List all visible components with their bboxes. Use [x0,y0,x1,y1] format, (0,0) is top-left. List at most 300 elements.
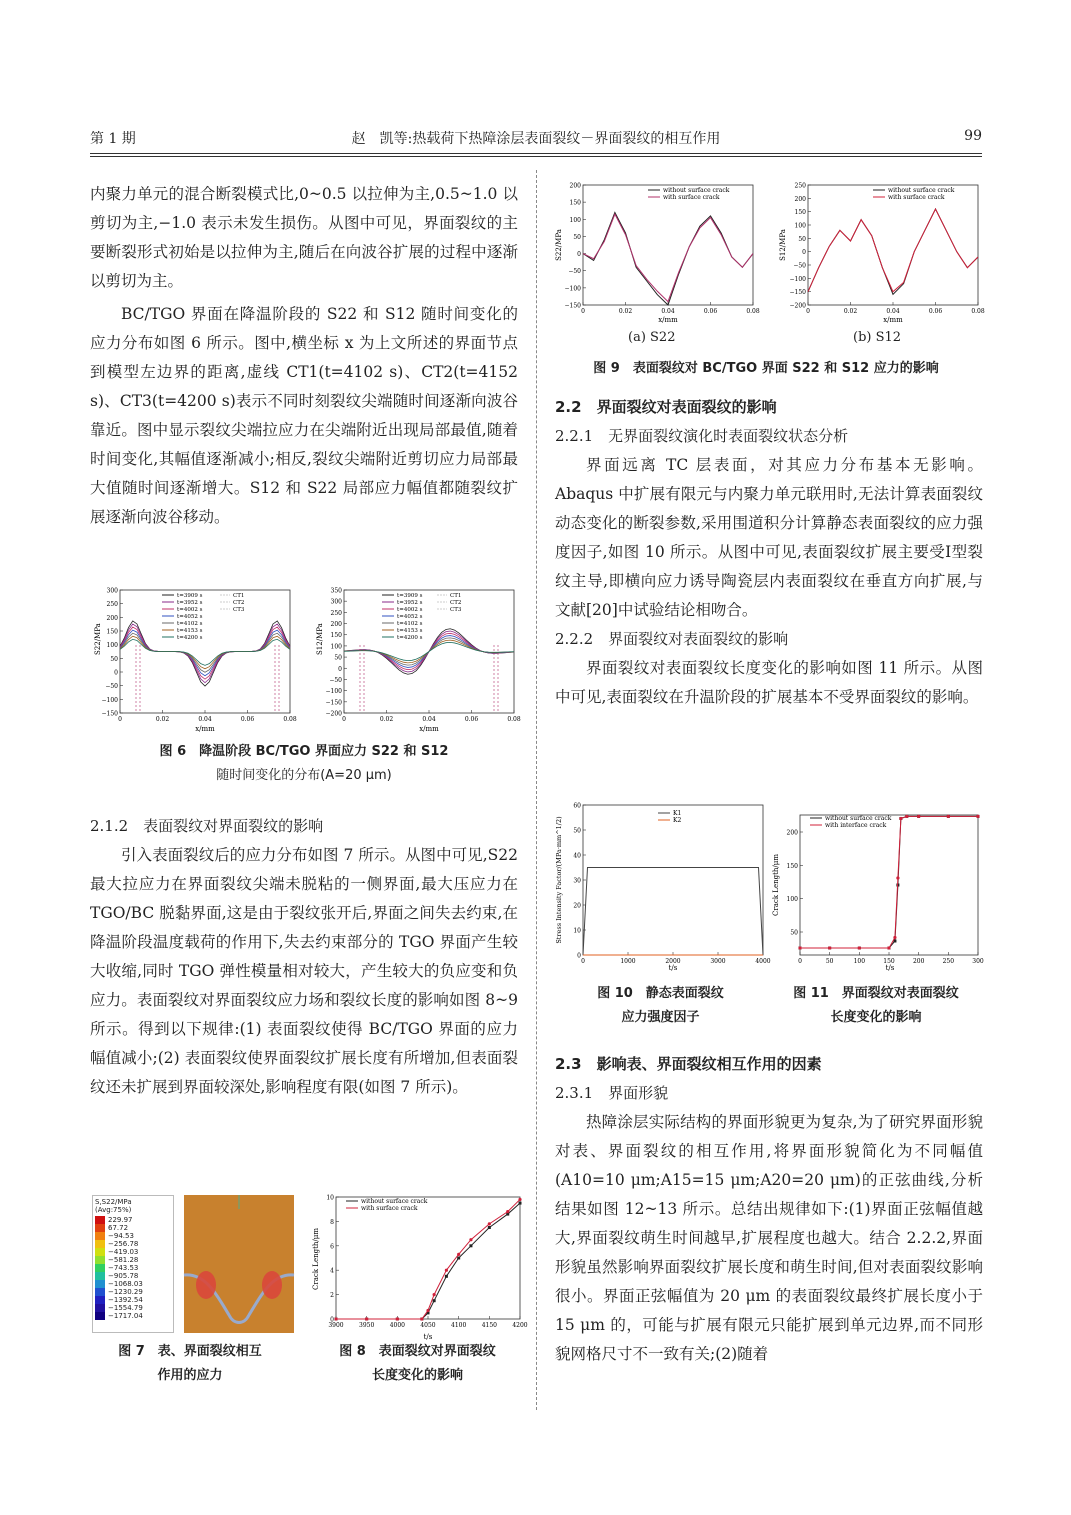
y-tick-label: 30 [573,877,581,885]
section-heading-2-2-1: 2.2.1 无界面裂纹演化时表面裂纹状态分析 [555,427,849,445]
axes-frame [336,1197,520,1319]
data-point [457,1253,460,1256]
y-tick-label: −150 [101,710,118,718]
legend-label: with interface crack [825,822,887,829]
legend-label: CT2 [450,600,462,606]
y-tick-label: 2 [330,1292,334,1300]
y-tick-label: 100 [330,643,342,651]
color-swatch [95,1248,105,1256]
series-line [120,636,290,669]
color-swatch [95,1240,105,1248]
series-line [800,816,978,948]
y-tick-label: 10 [573,927,581,935]
series-line [344,642,514,660]
series-lines [808,209,978,294]
data-point [917,815,920,818]
y-axis-label: Crack Length/μm [312,1228,320,1290]
paragraph: BC/TGO 界面在降温阶段的 S22 和 S12 随时间变化的应力分布如图 6 所示。图中,横坐标 x 为上文所述的界面节点到模型左边界的距离,虚线 CT1(t=4102 s)、CT2(t=4152 s)、CT3(t=4200 s)表示不同时刻裂纹尖端随时间逐渐向波谷靠近。图中显示裂纹尖端拉应力在尖端附近出现局部最值,随着时间变化,其幅值逐渐减小;相反,裂纹尖端附近剪切应力局部最大值随时间逐渐增大。S12 和 S22 局部应力幅值都随裂纹扩展逐渐向波谷移动。 [90,305,518,526]
figure-11 [770,810,982,972]
legend-label: K2 [673,817,682,824]
data-point [905,815,908,818]
data-point [396,1317,399,1320]
y-tick-label: 150 [794,209,806,217]
x-tick-label: 0.04 [661,308,675,315]
x-axis-label: x/mm [883,316,903,324]
legend [810,815,892,829]
legend-label: K1 [673,810,682,817]
x-tick-label: 3950 [359,1322,375,1329]
color-swatch [95,1296,105,1304]
color-swatch [95,1288,105,1296]
color-swatch [95,1280,105,1288]
legend-label: CT2 [233,600,245,606]
color-scale-row [95,1264,171,1272]
color-scale-row [95,1240,171,1248]
caption-line: 长度变化的影响 [371,1368,463,1383]
fig9-panel-b [779,183,985,325]
legend [648,187,730,201]
legend-label: without surface crack [825,815,892,822]
section-heading-2-2-2: 2.2.2 界面裂纹对表面裂纹的影响 [555,630,789,648]
color-swatch [95,1232,105,1240]
y-tick-label: 200 [786,829,798,837]
y-tick-label: −150 [325,699,342,707]
x-tick-label: 0.06 [240,716,255,723]
x-tick-label: 0.04 [886,308,900,315]
x-tick-label: 1000 [620,958,636,965]
legend-label: t=4153 s [397,628,423,634]
x-axis-label: t/s [885,964,895,972]
data-point [858,946,861,949]
left-column-top [90,180,518,532]
series-lines [583,212,753,305]
series-lines [334,1198,521,1321]
color-swatch [95,1256,105,1264]
axes-frame [583,805,763,955]
x-tick-label: 0.08 [971,308,985,315]
y-tick-label: 250 [330,609,342,617]
stress-lobe [196,1271,216,1299]
caption-line: 作用的应力 [157,1368,223,1383]
data-point [519,1202,522,1205]
data-point [899,817,902,820]
y-tick-label: −100 [564,285,581,293]
x-tick-label: 3000 [710,958,726,965]
color-scale-value: −905.78 [108,1272,139,1280]
y-tick-label: 150 [330,632,342,640]
x-axis-label: t/s [668,964,678,972]
header-rule [90,153,982,154]
data-point [365,1317,368,1320]
x-tick-label: 0.02 [155,716,170,723]
legend-label: t=4200 s [397,635,423,641]
axes-frame [800,815,978,955]
x-axis-label: t/s [423,1333,433,1341]
color-scale [95,1216,171,1320]
paragraph: 引入表面裂纹后的应力分布如图 7 所示。从图中可见,S22 最大拉应力在界面裂纹尖端未脱粘的一侧界面,最大压应力在 TGO/BC 脱黏界面,这是由于裂纹张开后,界面之间失去约束,在降温阶段温度载荷的作用下,失去约束部分的 TGO 界面产生较大收缩,同时 TGO 弹性模量相对较大，产生较大的负应变和负应力。表面裂纹对界面裂纹应力场和裂纹长度的影响如图 8~9 所示。得到以下规律:(1) 表面裂纹使得 BC/TGO 界面的应力幅值减小;(2) 表面裂纹使界面裂纹扩展长度有所增加,但表面裂纹还未扩展到界面较深处,影响程度有限(如图 7 所示)。 [90,846,518,1096]
data-point [445,1275,448,1278]
y-tick-label: 0 [114,669,118,677]
figure-7-caption [90,1340,290,1388]
subcaption-a: (a) S22 [628,330,676,345]
x-tick-label: 0.06 [703,308,718,315]
legend-label: CT1 [450,593,462,599]
legend-label: with surface crack [888,194,945,201]
paragraph: 热障涂层实际结构的界面形貌更为复杂,为了研究界面形貌对表、界面裂纹的相互作用,将界面形貌简化为不同幅值(A10=10 μm;A15=15 μm;A20=20 μm)的正弦曲线,分析结果如图 12~13 所示。总结出规律如下:(1)界面正弦幅值越大,界面裂纹萌生时间越早,扩展程度也越大。结合 2.2.2,界面形貌虽然影响界面裂纹扩展长度和萌生时间,但对表面裂纹影响很小。界面正弦幅值为 20 μm 的表面裂纹最终扩展长度小于 15 μm 的，可能与扩展有限元只能扩展到单元边界,而不同形貌网格尺寸不一致有关;(2)随着 [555,1113,983,1363]
color-scale-value: −1717.04 [108,1312,143,1320]
legend-label: without surface crack [361,1198,428,1205]
x-tick-label: 50 [825,958,834,965]
x-tick-label: 0.08 [746,308,760,315]
legend-label: t=4102 s [177,621,203,627]
y-tick-label: −50 [329,676,342,684]
paragraph: 界面裂纹对表面裂纹长度变化的影响如图 11 所示。从图中可见,表面裂纹在升温阶段的扩展基本不受界面裂纹的影响。 [555,659,983,706]
y-axis-label: S22/MPa [555,229,563,261]
color-scale-value: −1554.79 [108,1304,143,1312]
x-tick-label: 4150 [481,1322,497,1329]
series-line [800,816,978,948]
axes-frame [808,185,978,305]
legend-title: S,S22/MPa [95,1198,132,1206]
x-tick-label: 4100 [451,1322,467,1329]
right-column-top [555,393,983,712]
color-scale-value: −256.78 [108,1240,139,1248]
x-tick-label: 0.04 [198,716,212,723]
section-heading-2-3: 2.3 影响表、界面裂纹相互作用的因素 [555,1055,822,1073]
legend [873,187,955,201]
series-lines [583,868,763,956]
color-scale-row [95,1280,171,1288]
data-point [887,946,890,949]
section-heading-2-3-1: 2.3.1 界面形貌 [555,1084,669,1102]
data-point [445,1269,448,1272]
y-tick-label: 100 [106,642,118,650]
data-point [947,815,950,818]
caption-line: 图 11 界面裂纹对表面裂纹 [793,986,959,1001]
series-line [120,624,290,683]
y-tick-label: −150 [789,289,806,297]
x-tick-label: 0 [118,716,122,723]
legend-label: t=4102 s [397,621,423,627]
subcaption-b: (b) S12 [853,330,902,345]
x-tick-label: 0 [342,716,346,723]
caption-line: 图 7 表、界面裂纹相互 [118,1344,262,1359]
x-ticks [118,710,297,723]
x-tick-label: 4050 [420,1322,436,1329]
contour-plot [184,1195,294,1333]
figure-8-caption [310,1340,525,1388]
legend-label: with surface crack [361,1205,418,1212]
section-heading-2-1-2: 2.1.2 表面裂纹对界面裂纹的影响 [90,817,324,835]
data-point [828,946,831,949]
color-swatch [95,1216,105,1224]
series-line [583,868,763,956]
legend-subtitle: (Avg:75%) [95,1206,132,1214]
y-tick-label: 100 [569,216,581,224]
y-axis-label: S22/MPa [94,623,102,655]
data-point [896,876,899,879]
series-line [120,621,290,686]
caption-line: 长度变化的影响 [830,1010,922,1025]
caption-line: 随时间变化的分布(A=20 μm) [216,768,392,783]
x-tick-label: 4000 [389,1322,405,1329]
series-line [808,209,978,292]
y-tick-label: 200 [794,195,806,203]
color-scale-value: −94.53 [108,1232,134,1240]
data-point [433,1299,436,1302]
x-ticks [342,710,521,723]
legend-label: t=3909 s [177,593,203,599]
figure-11-caption [770,982,982,1030]
legend-label: t=4002 s [177,607,203,613]
x-tick-label: 4200 [512,1322,528,1329]
legend-label: without surface crack [663,187,730,194]
color-swatch [95,1304,105,1312]
caption-line: 图 10 静态表面裂纹 [597,986,724,1001]
y-tick-label: 200 [569,182,581,190]
series-line [336,1203,520,1319]
y-axis-label: Crack Length/μm [772,854,780,916]
figure-8 [310,1193,528,1341]
page-number: 99 [964,128,982,144]
figure-9-caption: 图 9 表面裂纹对 BC/TGO 界面 S22 和 S12 应力的影响 [593,361,939,376]
x-tick-label: 200 [912,958,925,965]
y-axis-label: S12/MPa [316,623,324,655]
data-point [798,946,801,949]
y-ticks [787,830,803,937]
color-scale-row [95,1248,171,1256]
legend [658,810,681,824]
legend [162,593,245,641]
paragraph: 内聚力单元的混合断裂模式比,0~0.5 以拉伸为主,0.5~1.0 以剪切为主,−1.0 表示未发生损伤。从图中可见，界面裂纹的主要断裂形式初始是以拉伸为主,随后在向波谷扩展的过程中逐渐以剪切为主。 [90,185,518,290]
color-scale-value: −1068.03 [108,1280,143,1288]
color-scale-value: −1230.29 [108,1288,143,1296]
x-tick-label: 0.06 [464,716,479,723]
data-point [469,1238,472,1241]
color-scale-value: −581.28 [108,1256,139,1264]
header-rule-thin [90,156,982,157]
x-tick-label: 3900 [328,1322,344,1329]
x-axis-label: x/mm [195,725,215,733]
section-heading-2-2: 2.2 界面裂纹对表面裂纹的影响 [555,398,777,416]
figure-7 [92,1195,296,1335]
legend-label: t=4002 s [397,607,423,613]
caption-line: 图 6 降温阶段 BC/TGO 界面应力 S22 和 S12 [159,744,449,759]
y-tick-label: 6 [330,1243,334,1251]
legend-label: t=4200 s [177,635,203,641]
color-scale-value: −1392.54 [108,1296,143,1304]
y-tick-label: 4 [330,1267,334,1275]
figure-10-caption [553,982,768,1030]
y-tick-label: 250 [794,182,806,190]
color-swatch [95,1264,105,1272]
y-tick-label: 50 [798,235,806,243]
color-scale-row [95,1232,171,1240]
data-point [488,1222,491,1225]
y-tick-label: 50 [573,233,581,241]
y-tick-label: 10 [326,1194,334,1202]
y-tick-label: −50 [105,683,118,691]
y-tick-label: 0 [577,251,581,259]
x-tick-label: 0.02 [618,308,633,315]
legend-label: t=3952 s [397,600,423,606]
legend-label: with surface crack [663,194,720,201]
data-point [488,1226,491,1229]
y-tick-label: 100 [786,896,798,904]
x-tick-label: 2000 [665,958,681,965]
series-lines [798,815,979,950]
color-scale-value: −419.03 [108,1248,139,1256]
data-point [518,1198,521,1201]
column-divider [536,170,537,1410]
series-line [120,633,290,672]
data-point [469,1244,472,1247]
fig6-panel-a [94,588,297,734]
data-point [433,1293,436,1296]
legend-label: t=4153 s [177,628,203,634]
x-ticks [581,302,760,315]
axes-frame [120,590,290,713]
left-column-bottom [90,812,518,1102]
x-tick-label: 0.08 [507,716,521,723]
series-line [583,212,753,305]
y-tick-label: −200 [789,302,806,310]
right-column-bottom [555,1050,983,1369]
stress-field [184,1195,294,1333]
x-tick-label: 0 [798,958,802,965]
x-tick-label: 4000 [755,958,771,965]
y-tick-label: 0 [577,952,581,960]
fig6-panel-b [316,588,521,734]
color-swatch [95,1224,105,1232]
color-swatch [95,1312,105,1320]
running-title: 赵 凯等:热载荷下热障涂层表面裂纹－界面裂纹的相互作用 [351,131,721,147]
color-scale-value: 67.72 [108,1224,129,1232]
y-tick-label: 200 [330,621,342,629]
y-tick-label: 0 [802,249,806,257]
color-scale-value: −743.53 [108,1264,139,1272]
y-tick-label: 20 [573,902,581,910]
legend-label: CT3 [233,607,245,613]
caption-line: 应力强度因子 [621,1010,700,1025]
x-axis-label: x/mm [419,725,439,733]
legend [346,1198,428,1212]
fig9-panel-a [555,183,760,325]
x-ticks [328,1316,527,1329]
y-tick-label: 300 [106,587,118,595]
y-tick-label: 8 [330,1218,334,1226]
y-tick-label: 300 [330,598,342,606]
y-tick-label: 0 [338,665,342,673]
figure-9 [553,180,983,330]
legend-label: t=4052 s [397,614,423,620]
y-tick-label: −100 [325,688,342,696]
x-tick-label: 250 [942,958,955,965]
color-scale-value: 229.97 [108,1216,133,1224]
y-tick-label: −100 [101,696,118,704]
data-point [420,1317,423,1320]
y-tick-label: 150 [106,628,118,636]
x-tick-label: 100 [853,958,866,965]
legend [382,593,462,641]
x-tick-label: 300 [972,958,984,965]
series-line [120,627,290,679]
series-line [808,209,978,294]
color-scale-row [95,1256,171,1264]
stress-lobe [262,1271,282,1299]
figure-6 [92,585,522,735]
x-axis-label: x/mm [658,316,678,324]
x-tick-label: 0 [806,308,810,315]
y-tick-label: 50 [790,929,798,937]
series-line [336,1199,520,1319]
data-point [506,1210,509,1213]
y-tick-label: 350 [330,587,342,595]
y-tick-label: 50 [110,655,118,663]
y-tick-label: 250 [106,601,118,609]
x-ticks [806,302,985,315]
y-tick-label: 50 [334,654,342,662]
color-scale-row [95,1312,171,1320]
color-scale-row [95,1296,171,1304]
paragraph: 界面远离 TC 层表面，对其应力分布基本无影响。Abaqus 中扩展有限元与内聚力单元联用时,无法计算表面裂纹动态变化的断裂参数,采用围道积分计算静态表面裂纹的应力强度因子,如图 10 所示。从图中可见,表面裂纹扩展主要受Ⅰ型裂纹主导,即横向应力诱导陶瓷层内表面裂纹在垂直方向扩展,与文献[20]中试验结论相吻合。 [555,456,983,619]
y-tick-label: 100 [794,222,806,230]
x-tick-label: 0.04 [422,716,436,723]
data-point [426,1309,429,1312]
figure-10 [553,800,771,972]
y-tick-label: −200 [325,710,342,718]
y-tick-label: −150 [564,302,581,310]
x-tick-label: 0.02 [843,308,858,315]
axes-frame [583,185,753,305]
legend-label: t=3952 s [177,600,203,606]
y-axis-label: Stress Intensity Factor/(MPa·mm^1/2) [555,816,563,944]
x-tick-label: 0.08 [283,716,297,723]
color-scale-row [95,1224,171,1232]
y-tick-label: 150 [569,199,581,207]
y-tick-label: 0 [330,1316,334,1324]
figure-9-subcaptions [553,330,983,350]
data-point [893,936,896,939]
series-line [583,214,753,301]
y-tick-label: 200 [106,614,118,622]
issue-number: 第 1 期 [90,131,136,147]
y-tick-label: 60 [573,802,581,810]
legend-label: without surface crack [888,187,955,194]
x-tick-label: 150 [883,958,895,965]
color-scale-row [95,1288,171,1296]
data-point [976,815,979,818]
legend-label: CT3 [450,607,462,613]
x-tick-label: 0.02 [379,716,394,723]
caption-line: 图 8 表面裂纹对界面裂纹 [339,1344,496,1359]
y-tick-label: 150 [786,862,798,870]
y-tick-label: −100 [789,275,806,283]
x-tick-label: 0.06 [928,308,943,315]
color-swatch [95,1272,105,1280]
legend-label: t=4052 s [177,614,203,620]
legend-label: t=3909 s [397,593,423,599]
y-ticks [326,1195,339,1324]
x-tick-label: 0 [581,958,585,965]
y-tick-label: −50 [568,268,581,276]
contour-legend [92,1195,174,1333]
data-point [457,1257,460,1260]
x-tick-label: 0 [581,308,585,315]
y-axis-label: S12/MPa [779,229,787,261]
data-point [334,1317,337,1320]
page-header [90,128,982,152]
